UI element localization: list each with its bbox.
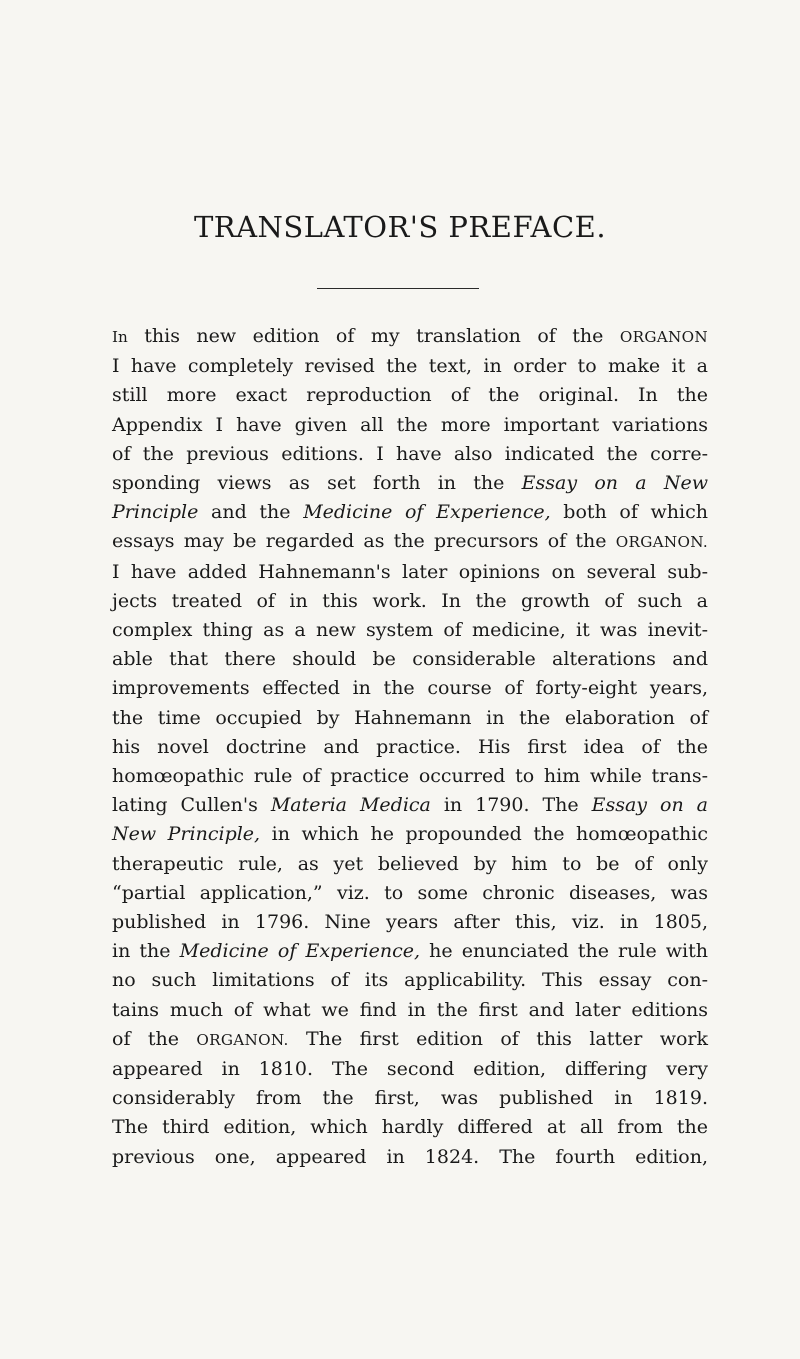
text-line: homœopathic rule of practice occurred to him while trans- <box>112 765 708 788</box>
text-line: in the Medicine of Experience, he enunciated the rule with <box>112 940 708 963</box>
text-line: considerably from the first, was published in 1819. <box>112 1087 708 1110</box>
text-line: therapeutic rule, as yet believed by him to be of only <box>112 852 708 875</box>
text-line: no such limitations of its applicability. This essay con- <box>112 969 708 992</box>
text-line: sponding views as set forth in the Essay on a New <box>112 472 709 495</box>
text-line: able that there should be considerable alterations and <box>112 648 708 671</box>
text-line: complex thing as a new system of medicine, it was inevit- <box>112 619 708 642</box>
text-line: Principle and the Medicine of Experience, both of which <box>112 501 708 524</box>
text-line: the time occupied by Hahnemann in the elaboration of <box>112 706 708 729</box>
text-line: his novel doctrine and practice. His first idea of the <box>112 735 708 758</box>
text-line: of the ORGANON. The first edition of this latter work <box>112 1027 708 1050</box>
text-line: I have completely revised the text, in order to make it a <box>112 355 708 378</box>
text-line: published in 1796. Nine years after this, viz. in 1805, <box>112 911 708 934</box>
title-divider <box>317 288 479 289</box>
text-line: appeared in 1810. The second edition, differing very <box>112 1058 708 1081</box>
preface-body <box>112 322 708 1172</box>
text-line: I have added Hahnemann's later opinions on several sub- <box>112 560 708 583</box>
text-line: New Principle, in which he propounded the homœopathic <box>112 823 708 846</box>
text-line: still more exact reproduction of the original. In the <box>112 384 708 407</box>
text-line: “partial application,” viz. to some chronic diseases, was <box>112 881 708 904</box>
text-line: lating Cullen's Materia Medica in 1790. The Essay on a <box>112 794 708 817</box>
text-line: of the previous editions. I have also indicated the corre- <box>112 442 708 465</box>
text-line: In this new edition of my translation of the ORGANON <box>112 325 708 347</box>
text-line: previous one, appeared in 1824. The fourth edition, <box>112 1145 708 1168</box>
text-line: tains much of what we find in the first and later editions <box>112 998 708 1021</box>
text-line: jects treated of in this work. In the growth of such a <box>112 589 708 612</box>
text-line: improvements effected in the course of forty-eight years, <box>112 677 708 700</box>
text-line: Appendix I have given all the more important variations <box>112 413 708 436</box>
text-line: The third edition, which hardly differed at all from the <box>112 1116 708 1139</box>
text-line: essays may be regarded as the precursors of the ORGANON. <box>112 530 708 553</box>
page-title: TRANSLATOR'S PREFACE. <box>193 210 607 244</box>
